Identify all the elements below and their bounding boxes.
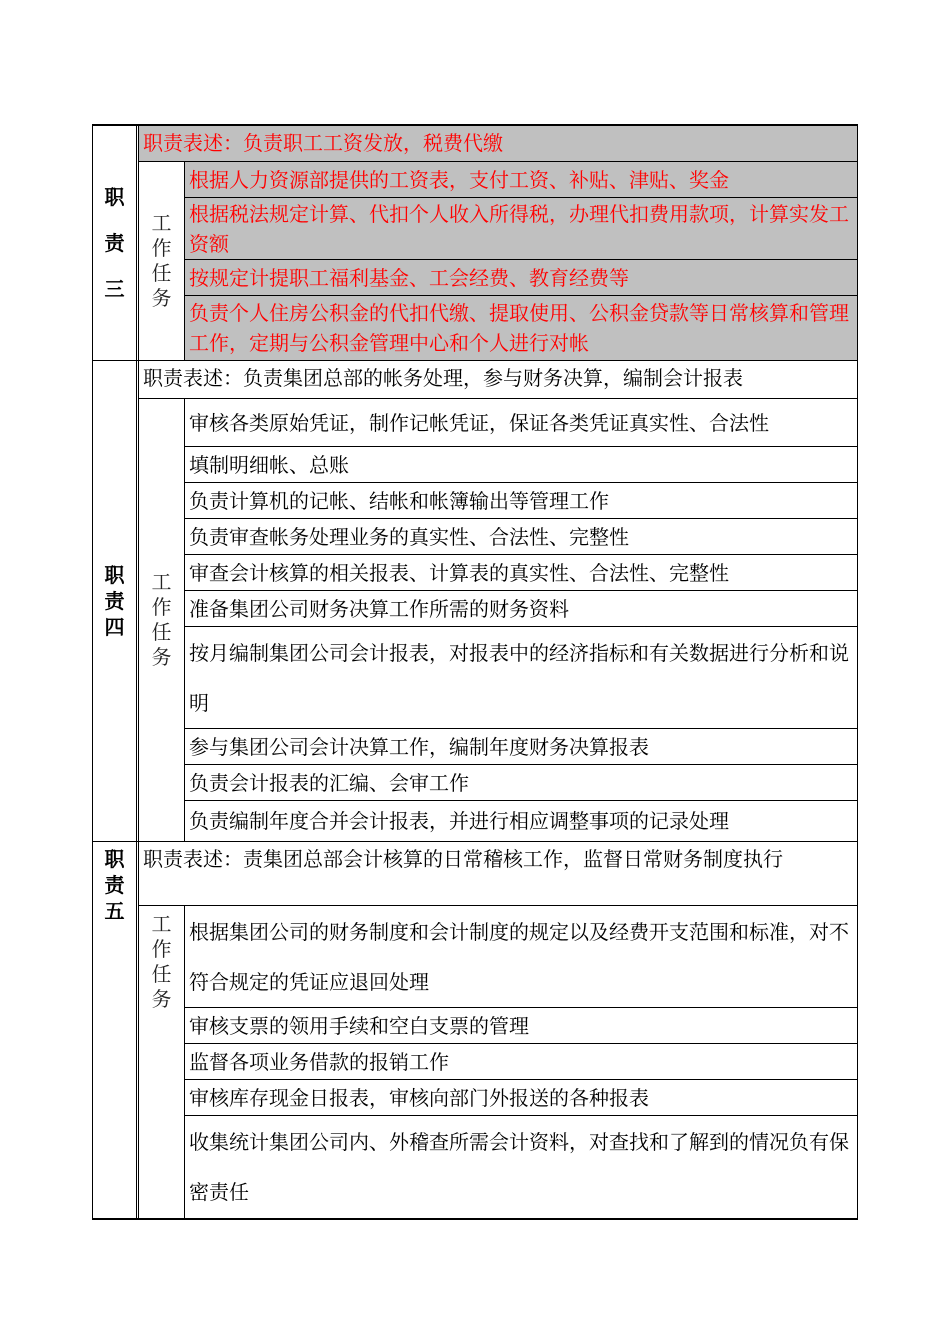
task-item: 填制明细帐、总账 <box>185 447 857 483</box>
task-label-char: 工 <box>151 912 172 936</box>
task-section <box>139 906 857 1218</box>
task-label-char: 工 <box>151 570 172 594</box>
task-label-char: 任 <box>151 962 172 986</box>
task-section-label <box>139 399 185 841</box>
duty-description: 职责表述：负责职工工资发放，税费代缴 <box>139 126 857 162</box>
task-item: 审核支票的领用手续和空白支票的管理 <box>185 1008 857 1044</box>
task-list <box>185 399 857 841</box>
task-section <box>139 399 857 841</box>
duty-label-char: 责 <box>104 231 125 255</box>
duty-label-char: 四 <box>104 615 125 639</box>
task-label-char: 任 <box>151 261 172 285</box>
duty-label-char: 职 <box>104 847 125 871</box>
duties-table <box>92 124 858 1220</box>
task-label-char: 工 <box>151 211 172 235</box>
duty-label <box>93 126 139 360</box>
task-item: 负责编制年度合并会计报表，并进行相应调整事项的记录处理 <box>189 809 729 833</box>
duty-label-char: 三 <box>104 277 125 301</box>
task-item: 监督各项业务借款的报销工作 <box>185 1044 857 1080</box>
task-item: 审查会计核算的相关报表、计算表的真实性、合法性、完整性 <box>185 555 857 591</box>
duty-label <box>93 361 139 841</box>
duty-description: 职责表述：责集团总部会计核算的日常稽核工作，监督日常财务制度执行 <box>139 842 857 906</box>
task-item: 参与集团公司会计决算工作，编制年度财务决算报表 <box>185 729 857 765</box>
task-item: 负责计算机的记帐、结帐和帐簿输出等管理工作 <box>185 483 857 519</box>
task-item: 根据集团公司的财务制度和会计制度的规定以及经费开支范围和标准，对不符合规定的凭证应退回处理 <box>185 906 857 1008</box>
duty-label-char: 责 <box>104 873 125 897</box>
task-label-char: 务 <box>151 286 172 310</box>
task-item: 审核库存现金日报表，审核向部门外报送的各种报表 <box>185 1080 857 1116</box>
task-label-char: 务 <box>151 987 172 1011</box>
task-label-char: 任 <box>151 620 172 644</box>
duty-label-char: 责 <box>104 589 125 613</box>
task-section-label <box>139 162 185 360</box>
duty-block-5 <box>92 842 858 1220</box>
duty-body <box>139 842 857 1218</box>
task-label-char: 作 <box>151 236 172 260</box>
task-item: 准备集团公司财务决算工作所需的财务资料 <box>185 591 857 627</box>
task-section-label <box>139 906 185 1218</box>
task-section <box>139 162 857 360</box>
task-item: 按月编制集团公司会计报表，对报表中的经济指标和有关数据进行分析和说明 <box>185 627 857 729</box>
task-label-char: 作 <box>151 595 172 619</box>
duty-label-char: 职 <box>104 185 125 209</box>
duty-body <box>139 126 857 360</box>
task-item: 收集统计集团公司内、外稽查所需会计资料，对查找和了解到的情况负有保密责任 <box>189 1130 849 1204</box>
duty-block-3 <box>92 124 858 361</box>
duty-description: 职责表述：负责集团总部的帐务处理，参与财务决算，编制会计报表 <box>139 361 857 399</box>
task-label-char: 务 <box>151 645 172 669</box>
task-list <box>185 162 857 360</box>
task-item: 负责个人住房公积金的代扣代缴、提取使用、公积金贷款等日常核算和管理工作，定期与公积金管理中心和个人进行对帐 <box>185 296 857 360</box>
task-item: 根据税法规定计算、代扣个人收入所得税，办理代扣费用款项，计算实发工资额 <box>185 198 857 260</box>
task-label-char: 作 <box>151 937 172 961</box>
task-item: 负责会计报表的汇编、会审工作 <box>185 765 857 801</box>
duty-block-4 <box>92 361 858 842</box>
duty-label-char: 职 <box>104 563 125 587</box>
task-item: 根据人力资源部提供的工资表，支付工资、补贴、津贴、奖金 <box>185 162 857 198</box>
task-item: 按规定计提职工福利基金、工会经费、教育经费等 <box>185 260 857 296</box>
task-list <box>185 906 857 1218</box>
task-item: 审核各类原始凭证，制作记帐凭证，保证各类凭证真实性、合法性 <box>185 399 857 447</box>
duty-body <box>139 361 857 841</box>
duty-label <box>93 842 139 1218</box>
duty-label-char: 五 <box>104 899 125 923</box>
task-item: 负责审查帐务处理业务的真实性、合法性、完整性 <box>185 519 857 555</box>
